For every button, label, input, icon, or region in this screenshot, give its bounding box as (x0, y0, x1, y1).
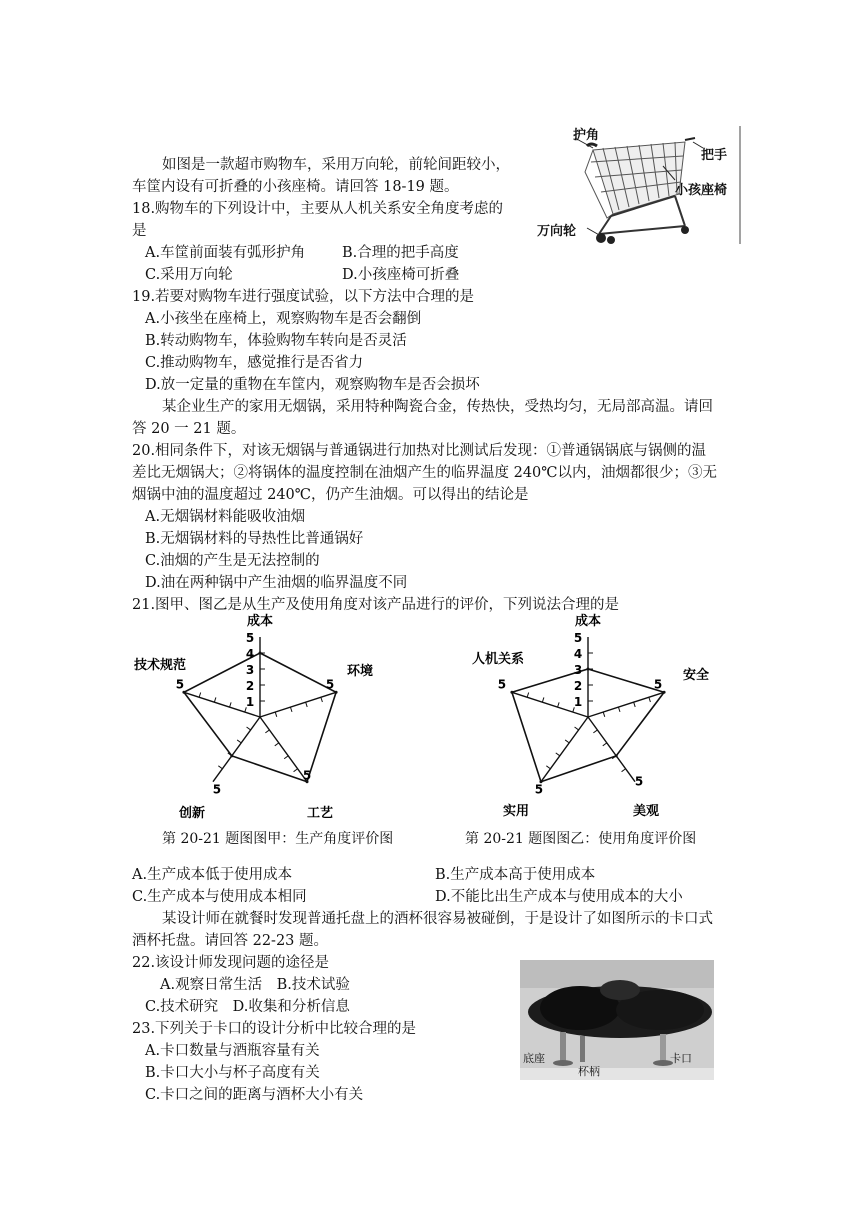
radar-b-point-1 (663, 691, 666, 694)
option-21d: D.不能比出生产成本与使用成本的大小 (435, 889, 683, 905)
radar-a-tick-label-5: 5 (245, 631, 255, 645)
option-23c: C.卡口之间的距离与酒杯大小有关 (145, 1087, 364, 1103)
option-18b: B.合理的把手高度 (342, 245, 459, 261)
radar-b-axis-1 (588, 692, 664, 717)
radar-a-tick-label-2: 2 (245, 679, 255, 693)
label-guard: 护角 (573, 128, 600, 143)
radar-a-axis-label-0: 成本 (246, 614, 274, 629)
radar-b-axis-2 (588, 717, 635, 782)
radar-a-tick-1-2 (290, 707, 292, 712)
radar-a-max-label-3: 5 (212, 782, 222, 797)
radar-a-tick-2-1 (265, 730, 269, 733)
option-23a: A.卡口数量与酒瓶容量有关 (145, 1043, 320, 1059)
radar-a-max-label-4: 5 (175, 677, 185, 692)
option-21c: C.生产成本与使用成本相同 (132, 889, 307, 905)
label-slot: 卡口 (670, 1052, 692, 1065)
radar-b-tick-1-1 (603, 712, 605, 717)
option-20a: A.无烟锅材料能吸收油烟 (145, 509, 306, 525)
radar-a-tick-label-4: 4 (245, 647, 255, 661)
radar-b-tick-2-1 (593, 730, 597, 733)
radar-b-point-0 (587, 668, 590, 671)
radar-b-point-2 (615, 754, 618, 757)
question-20-line3: 烟锅中油的温度超过 240℃，仍产生油烟。可以得出的结论是 (132, 487, 529, 503)
radar-b-max-label-4: 5 (497, 677, 507, 692)
radar-b-tick-4-2 (558, 702, 560, 707)
question-23: 23.下列关于卡口的设计分析中比较合理的是 (132, 1021, 417, 1037)
label-wheel: 万向轮 (537, 224, 577, 239)
radar-a-tick-4-2 (230, 702, 232, 707)
radar-b-max-label-3: 5 (534, 782, 544, 797)
intro-tray-1: 某设计师在就餐时发现普通托盘上的酒杯很容易被碰倒，于是设计了如图所示的卡口式 (162, 911, 713, 927)
intro-cart-1: 如图是一款超市购物车，采用万向轮，前轮间距较小， (162, 157, 510, 173)
radar-a-point-3 (230, 754, 233, 757)
option-18a: A.车筐前面装有弧形护角 (145, 245, 306, 261)
radar-a-axis-2 (260, 717, 307, 782)
radar-b-tick-1-3 (634, 702, 636, 707)
radar-a-tick-1-4 (321, 697, 323, 702)
radar-a-tick-2-3 (284, 756, 288, 759)
radar-b-tick-4-3 (542, 697, 544, 702)
radar-a-point-1 (335, 691, 338, 694)
radar-a-tick-3-4 (218, 766, 222, 769)
radar-chart-b (450, 605, 740, 825)
option-19d: D.放一定量的重物在车筐内，观察购物车是否会损坏 (145, 377, 480, 393)
option-19b: B.转动购物车，体验购物车转向是否灵活 (145, 333, 407, 349)
radar-b-tick-1-4 (649, 697, 651, 702)
shopping-cart-figure (535, 122, 745, 248)
radar-b-axis-label-3: 实用 (502, 804, 530, 819)
radar-a-axis-label-3: 创新 (178, 806, 206, 821)
intro-pot-2: 答 20 一 21 题。 (132, 421, 246, 437)
option-18d: D.小孩座椅可折叠 (342, 267, 460, 283)
radar-b-tick-label-4: 4 (573, 647, 583, 661)
radar-b-tick-2-4 (622, 769, 626, 772)
option-22cd: C.技术研究 D.收集和分析信息 (145, 999, 350, 1015)
radar-b-tick-3-1 (575, 727, 579, 730)
caption-chart-a: 第 20-21 题图图甲：生产角度评价图 (162, 831, 394, 847)
radar-a-tick-2-2 (275, 743, 279, 746)
question-20: 20.相同条件下，对该无烟锅与普通锅进行加热对比测试后发现：①普通锅锅底与锅侧的温 (132, 443, 707, 459)
radar-b-max-label-2: 5 (634, 774, 644, 789)
radar-a-point-0 (259, 652, 262, 655)
caption-chart-b: 第 20-21 题图图乙：使用角度评价图 (465, 831, 697, 847)
radar-b-axis-label-2: 美观 (632, 804, 660, 819)
radar-chart-a (120, 605, 410, 825)
radar-b-tick-label-3: 3 (573, 663, 583, 677)
radar-b-tick-label-2: 2 (573, 679, 583, 693)
question-22: 22.该设计师发现问题的途径是 (132, 955, 330, 971)
question-21: 21.图甲、图乙是从生产及使用角度对该产品进行的评价，下列说法合理的是 (132, 597, 620, 613)
option-21a: A.生产成本低于使用成本 (132, 867, 293, 883)
intro-pot-1: 某企业生产的家用无烟锅，采用特种陶瓷合金，传热快，受热均匀，无局部高温。请回 (162, 399, 713, 415)
radar-a-axis-label-4: 技术规范 (133, 658, 187, 673)
label-base: 底座 (523, 1052, 545, 1065)
option-20c: C.油烟的产生是无法控制的 (145, 553, 320, 569)
radar-a-tick-3-1 (247, 727, 251, 730)
radar-b-tick-3-4 (546, 766, 550, 769)
radar-b-tick-3-3 (556, 753, 560, 756)
question-18-cont: 是 (132, 223, 147, 239)
radar-a-tick-3-2 (237, 740, 241, 743)
radar-b-tick-1-2 (618, 707, 620, 712)
radar-a-tick-1-3 (306, 702, 308, 707)
radar-b-max-label-1: 5 (653, 677, 663, 692)
radar-a-axis-1 (260, 692, 336, 717)
radar-b-tick-2-2 (603, 743, 607, 746)
intro-cart-2: 车筐内设有可折叠的小孩座椅。请回答 18-19 题。 (132, 179, 459, 195)
label-child-seat: 小孩座椅 (675, 183, 728, 198)
label-handle: 把手 (701, 148, 728, 163)
option-21b: B.生产成本高于使用成本 (435, 867, 596, 883)
radar-a-tick-2-4 (294, 769, 298, 772)
radar-a-max-label-2: 5 (302, 768, 312, 783)
option-19c: C.推动购物车，感觉推行是否省力 (145, 355, 364, 371)
label-stem: 杯柄 (578, 1065, 600, 1078)
radar-a-max-label-1: 5 (325, 677, 335, 692)
option-19a: A.小孩坐在座椅上，观察购物车是否会翻倒 (145, 311, 422, 327)
radar-a-tick-4-3 (214, 697, 216, 702)
radar-a-axis-3 (213, 717, 260, 782)
radar-b-tick-4-4 (527, 692, 529, 697)
option-22ab: A.观察日常生活 B.技术试验 (160, 977, 350, 993)
question-18: 18.购物车的下列设计中，主要从人机关系安全角度考虑的 (132, 201, 504, 217)
option-20b: B.无烟锅材料的导热性比普通锅好 (145, 531, 364, 547)
option-18c: C.采用万向轮 (145, 267, 233, 283)
radar-b-point-4 (510, 691, 513, 694)
option-20d: D.油在两种锅中产生油烟的临界温度不同 (145, 575, 408, 591)
radar-b-tick-label-1: 1 (573, 695, 583, 709)
option-23b: B.卡口大小与杯子高度有关 (145, 1065, 320, 1081)
radar-a-tick-4-4 (199, 692, 201, 697)
radar-b-axis-3 (541, 717, 588, 782)
radar-a-axis-label-2: 工艺 (306, 806, 334, 821)
radar-b-tick-3-2 (565, 740, 569, 743)
radar-b-tick-label-5: 5 (573, 631, 583, 645)
radar-a-tick-label-3: 3 (245, 663, 255, 677)
radar-a-tick-label-1: 1 (245, 695, 255, 709)
radar-b-axis-label-4: 人机关系 (471, 652, 525, 667)
question-19: 19.若要对购物车进行强度试验，以下方法中合理的是 (132, 289, 475, 305)
intro-tray-2: 酒杯托盘。请回答 22-23 题。 (132, 933, 329, 949)
radar-a-axis-label-1: 环境 (346, 664, 374, 679)
radar-b-axis-label-1: 安全 (682, 668, 710, 683)
radar-a-tick-1-1 (275, 712, 277, 717)
question-20-line2: 差比无烟锅大；②将锅体的温度控制在油烟产生的临界温度 240℃以内，油烟都很少；③无 (132, 465, 718, 481)
wine-tray-photo (520, 960, 714, 1080)
radar-b-axis-label-0: 成本 (574, 614, 602, 629)
